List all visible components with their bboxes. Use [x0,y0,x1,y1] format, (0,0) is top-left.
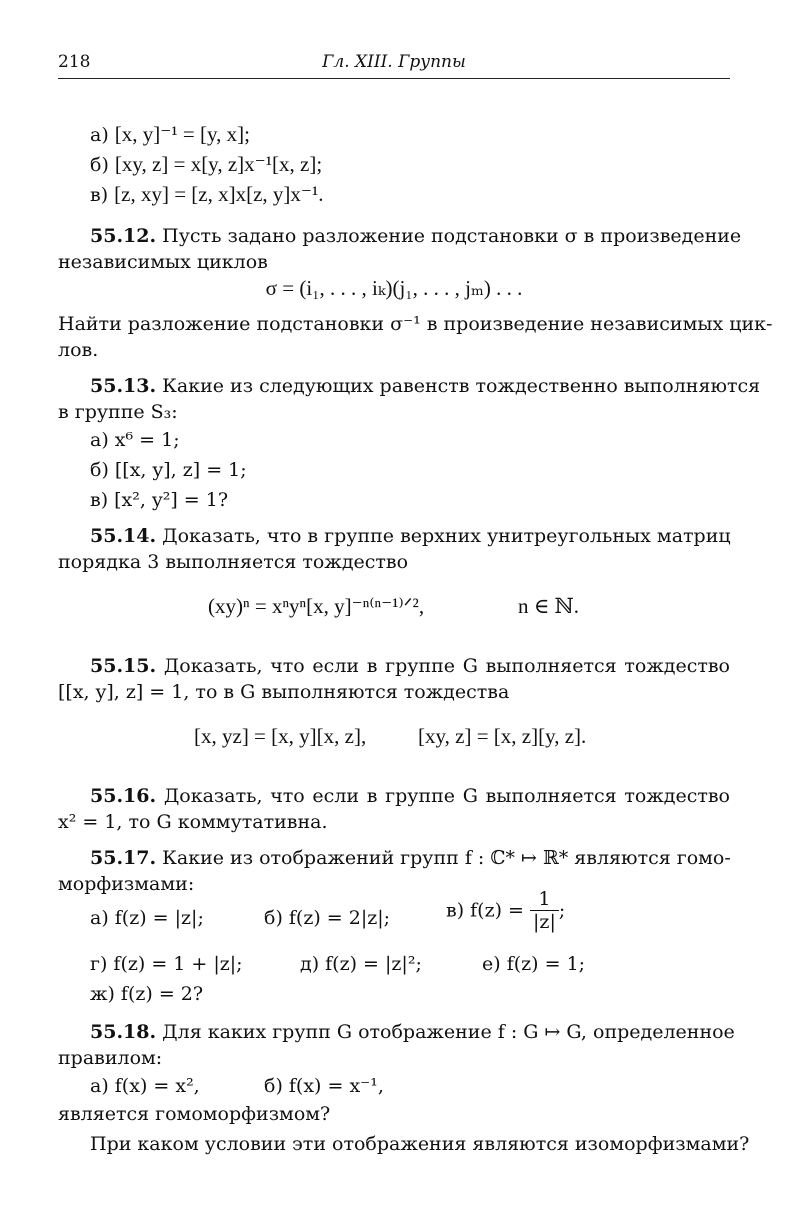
problem-55-14-formula: (xy)ⁿ = xⁿyⁿ[x, y]⁻ⁿ⁽ⁿ⁻¹⁾ᐟ², [208,594,425,618]
item-17f: е) f(z) = 1; [482,953,586,975]
item-18b: б) f(x) = x⁻¹, [264,1075,384,1097]
item-13b: б) [[x, y], z] = 1; [90,459,247,481]
chapter-title: Гл. XIII. Группы [322,52,466,72]
problem-55-16-line1: 55.16. Доказать, что если в группе G выполняется тождество [90,785,730,807]
item-17c: в) f(z) = $\frac{1}{|z|}$ ; [446,888,566,933]
problem-55-14-line2: порядка 3 выполняется тождество [58,551,409,573]
item-17a: а) f(z) = |z|; [90,907,204,929]
item-13a: а) x⁶ = 1; [90,429,180,451]
problem-55-12-formula: σ = (i₁, . . . , iₖ)(j₁, . . . , jₘ) . . . [265,276,523,300]
fraction: $\frac{1}{|z|}$ [530,888,559,933]
problem-55-18-line1: 55.18. Для каких групп G отображение f : G ↦ G, определенное [90,1021,735,1043]
item-11c: в) [z, xy] = [z, x]x[z, y]x⁻¹. [90,182,324,206]
problem-55-12-line4: лов. [58,339,99,361]
problem-55-14-line1: 55.14. Доказать, что в группе верхних унитреугольных матриц [90,525,731,547]
problem-55-12-line2: независимых циклов [58,251,268,273]
item-11a: а) [x, y]⁻¹ = [y, x]; [90,122,250,146]
problem-55-14-condition: n ∈ ℕ. [518,594,579,618]
item-17e: д) f(z) = |z|²; [300,953,422,975]
problem-55-18-line2: правилом: [58,1047,163,1069]
problem-55-16-line2: x² = 1, то G коммутативна. [58,811,328,833]
page-number: 218 [58,52,91,72]
problem-55-13-line1: 55.13. Какие из следующих равенств тождественно выполняются [90,375,761,397]
problem-55-13-line2: в группе S₃: [58,401,178,423]
problem-55-15-formula1: [x, yz] = [x, y][x, z], [194,724,367,748]
problem-55-15-line2: [[x, y], z] = 1, то в G выполняются тождества [58,681,510,703]
problem-55-15-formula2: [xy, z] = [x, z][y, z]. [418,724,587,748]
problem-55-15-line1: 55.15. Доказать, что если в группе G выполняется тождество [90,655,730,677]
item-11b: б) [xy, z] = x[y, z]x⁻¹[x, z]; [90,152,323,176]
problem-55-18-line3: является гомоморфизмом? [58,1103,331,1125]
problem-55-17-line2: морфизмами: [58,873,195,895]
problem-55-12-line3: Найти разложение подстановки σ⁻¹ в произведение независимых цик- [58,313,773,335]
problem-55-18-line4: При каком условии эти отображения являются изоморфизмами? [90,1133,750,1155]
running-header [58,52,730,79]
item-13c: в) [x², y²] = 1? [90,489,229,511]
problem-55-17-line1: 55.17. Какие из отображений групп f : ℂ* ↦ ℝ* являются гомо- [90,847,731,869]
item-17d: г) f(z) = 1 + |z|; [90,953,243,975]
item-17g: ж) f(z) = 2? [90,983,204,1005]
item-17b: б) f(z) = 2|z|; [264,907,391,929]
page [58,52,773,1155]
problem-55-12-line1: 55.12. Пусть задано разложение подстановки σ в произведение [90,225,742,247]
item-18a: а) f(x) = x², [90,1075,200,1097]
